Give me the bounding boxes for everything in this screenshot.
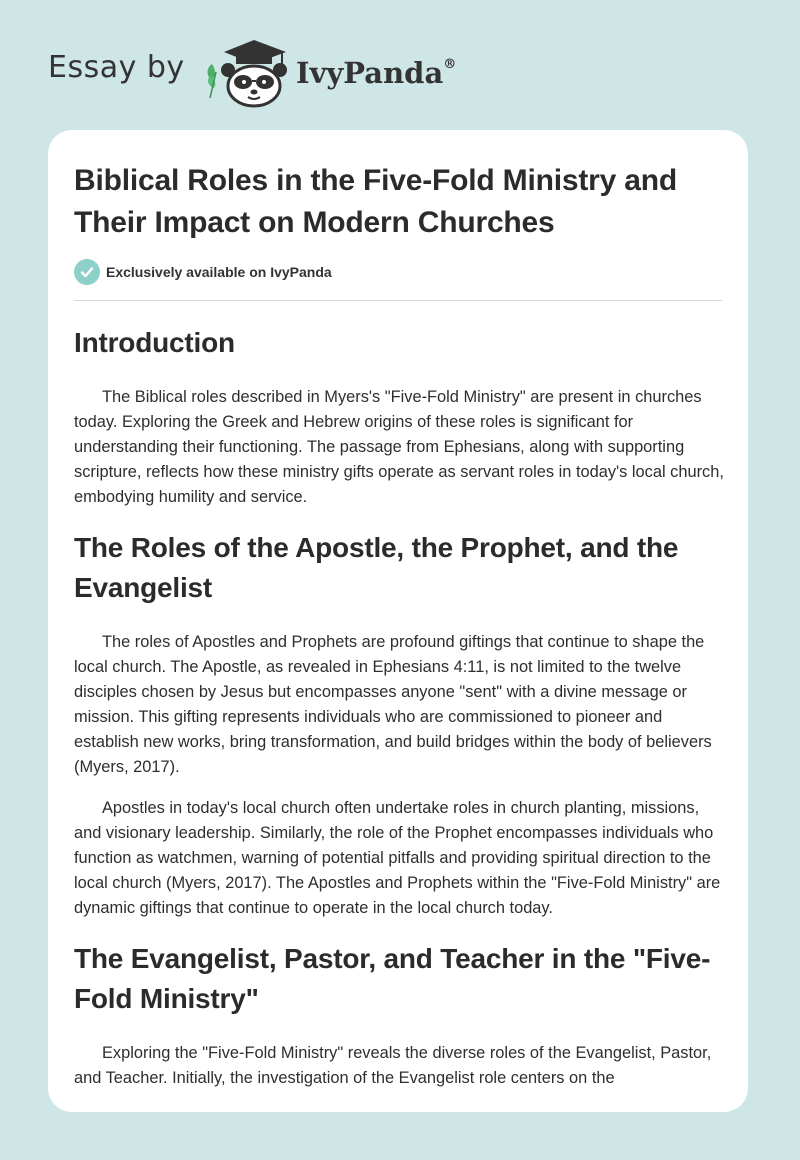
article-title: Biblical Roles in the Five-Fold Ministry and Their Impact on Modern Churches xyxy=(74,164,677,239)
check-icon xyxy=(74,259,100,285)
brand-name[interactable]: IvyPanda® xyxy=(296,56,457,90)
article-card xyxy=(48,130,748,1112)
panda-logo-icon[interactable] xyxy=(202,36,292,108)
badge-label: Exclusively available on IvyPanda xyxy=(106,264,332,280)
paragraph: Exploring the "Five-Fold Ministry" reveals the diverse roles of the Evangelist, Pastor, and Teacher. Initially, the investigation of the Evangelist role centers on the xyxy=(74,1044,712,1087)
paragraph: The Biblical roles described in Myers's "Five-Fold Ministry" are present in churches today. Exploring the Greek and Hebrew origins of these roles is significant for understanding their functioning. The passage from Ephesians, along with supporting scripture, reflects how these ministry gifts operate as servant roles in today's local church, embodying humility and service. xyxy=(74,388,724,506)
section-heading: The Evangelist, Pastor, and Teacher in the "Five-Fold Ministry" xyxy=(74,943,711,1014)
site-header xyxy=(0,0,800,130)
divider xyxy=(74,300,722,301)
section-evangelist-pastor-teacher xyxy=(74,939,724,1091)
section-heading: The Roles of the Apostle, the Prophet, and the Evangelist xyxy=(74,532,679,603)
section-apostle-prophet xyxy=(74,528,724,921)
paragraph: The roles of Apostles and Prophets are profound giftings that continue to shape the local church. The Apostle, as revealed in Ephesians 4:11, is not limited to the twelve disciples chosen by Jesus but encompasses anyone "sent" with a divine message or mission. This gifting represents individuals who are commissioned to pioneer and establish new works, bring transformation, and build bridges within the body of believers (Myers, 2017). xyxy=(74,633,712,776)
essay-by-label: Essay by xyxy=(48,50,185,85)
exclusive-badge xyxy=(74,258,724,286)
section-heading: Introduction xyxy=(74,327,235,358)
section-introduction xyxy=(74,323,724,510)
paragraph: Apostles in today's local church often undertake roles in church planting, missions, and visionary leadership. Similarly, the role of the Prophet encompasses individuals who function as watchmen, warning of potential pitfalls and providing spiritual direction to the local church (Myers, 2017). The Apostles and Prophets within the "Five-Fold Ministry" are dynamic giftings that continue to operate in the local church today. xyxy=(74,799,721,917)
